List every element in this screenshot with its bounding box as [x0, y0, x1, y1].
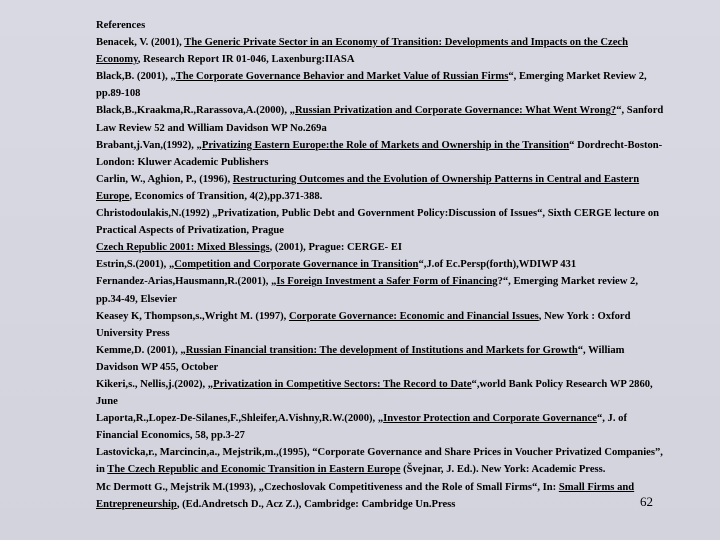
reference-text: “,J.of Ec.Persp(forth),WDIWP 431 — [418, 259, 577, 271]
reference-text: , Research Report IR 01-046, Laxenburg:IIASA — [137, 54, 355, 66]
reference-title: Corporate Governance: Economic and Financial Issues — [288, 310, 539, 322]
reference-text: (Švejnar, J. Ed.). New York: Academic Press. — [400, 464, 606, 476]
reference-text: Black,B. (2001), „ — [96, 71, 176, 83]
reference-title: Privatizing Eastern Europe:the Role of Markets and Ownership in the Transition — [201, 139, 570, 151]
reference-entry — [96, 273, 666, 307]
reference-text: “, Emerging Market Review 2, pp.89-108 — [96, 71, 647, 100]
references-heading: References — [96, 20, 146, 31]
reference-text: “,world Bank Policy Research WP 2860, June — [96, 378, 653, 408]
references-block — [96, 17, 666, 513]
reference-title: The Generic Private Sector in an Economy of Transition: Developments and Impacts on the Czech Economy — [96, 37, 629, 66]
reference-title: Small Firms and Entrepreneurship — [96, 481, 635, 510]
reference-entry — [96, 239, 666, 256]
reference-text: Brabant,j.Van,(1992), „ — [96, 139, 202, 151]
reference-entry — [96, 410, 666, 444]
reference-entry — [96, 68, 666, 102]
reference-title: The Czech Republic and Economic Transition in Eastern Europe — [107, 464, 401, 476]
reference-entry — [96, 444, 666, 478]
reference-text: Mc Dermott G., Mejstrik M.(1993), „Czechoslovak Competitiveness and the Role of Small Firms“, In: — [96, 481, 559, 493]
reference-entry — [96, 137, 666, 171]
reference-entry — [96, 102, 666, 136]
reference-text: , New York : Oxford University Press — [96, 310, 631, 339]
reference-entry — [96, 308, 666, 342]
reference-text: Lastovicka,r., Marcincin,a., Mejstrik,m.,(1995), “Corporate Governance and Share Prices in Voucher Privatized Companies”, in — [96, 447, 663, 476]
reference-text: Kikeri,s., Nellis,j.(2002), „ — [96, 378, 214, 390]
reference-text: Black,B.,Kraakma,R.,Rarassova,A.(2000), „ — [96, 105, 295, 117]
reference-entry — [96, 34, 666, 68]
reference-title: Investor Protection and Corporate Governance — [383, 413, 597, 425]
reference-text: Fernandez-Arias,Hausmann,R.(2001), „ — [96, 276, 277, 288]
reference-title: Restructuring Outcomes and the Evolution of Ownership Patterns in Central and Eastern Europe — [96, 173, 640, 202]
reference-title: The Corporate Governance Behavior and Market Value of Russian Firms — [175, 71, 509, 83]
reference-title: Russian Privatization and Corporate Governance: What Went Wrong? — [294, 105, 617, 117]
reference-list — [96, 34, 666, 513]
reference-entry — [96, 205, 666, 239]
reference-text: “ Dordrecht-Boston-London: Kluwer Academic Publishers — [96, 139, 663, 168]
reference-text: “, Sanford Law Review 52 and William Davidson WP No.269a — [96, 105, 664, 134]
reference-text: Laporta,R.,Lopez-De-Silanes,F.,Shleifer,A.Vishny,R.W.(2000), „ — [96, 413, 384, 425]
page-number: 62 — [640, 494, 653, 509]
reference-title: Competition and Corporate Governance in Transition — [174, 259, 419, 271]
reference-text: Estrin,S.(2001), „ — [96, 259, 175, 271]
reference-title: Russian Financial transition: The development of Institutions and Markets for Growth — [185, 344, 578, 356]
reference-text: Carlin, W., Aghion, P., (1996), — [96, 173, 233, 185]
reference-text: Keasey K, Thompson,s.,Wright M. (1997), — [96, 310, 289, 322]
reference-text: , (Ed.Andretsch D., Acz Z.), Cambridge: Cambridge Un.Press — [176, 498, 456, 510]
reference-title: Czech Republic 2001: Mixed Blessings — [96, 242, 270, 254]
reference-text: , Economics of Transition, 4(2),pp.371-388. — [129, 190, 323, 202]
reference-text: , (2001), Prague: CERGE- EI — [269, 242, 403, 254]
reference-title: Is Foreign Investment a Safer Form of Financing — [276, 276, 498, 288]
reference-text: ?“, Emerging Market review 2, pp.34-49, Elsevier — [96, 276, 639, 305]
reference-entry — [96, 171, 666, 205]
reference-text: Christodoulakis,N.(1992) „Privatization, Public Debt and Government Policy:Discussion of Issues“, Sixth CERGE lecture on Practical Aspects of Privatization, Prague — [96, 208, 660, 237]
reference-entry — [96, 376, 666, 410]
reference-entry — [96, 342, 666, 376]
reference-text: “, J. of Financial Economics, 58, pp.3-27 — [96, 413, 627, 442]
reference-entry — [96, 256, 666, 273]
reference-text: Benacek, V. (2001), — [96, 37, 185, 49]
reference-entry — [96, 479, 666, 513]
reference-text: “, William Davidson WP 455, October — [96, 344, 625, 373]
reference-title: Privatization in Competitive Sectors: The Record to Date — [213, 378, 472, 390]
reference-text: Kemme,D. (2001), „ — [96, 344, 186, 356]
